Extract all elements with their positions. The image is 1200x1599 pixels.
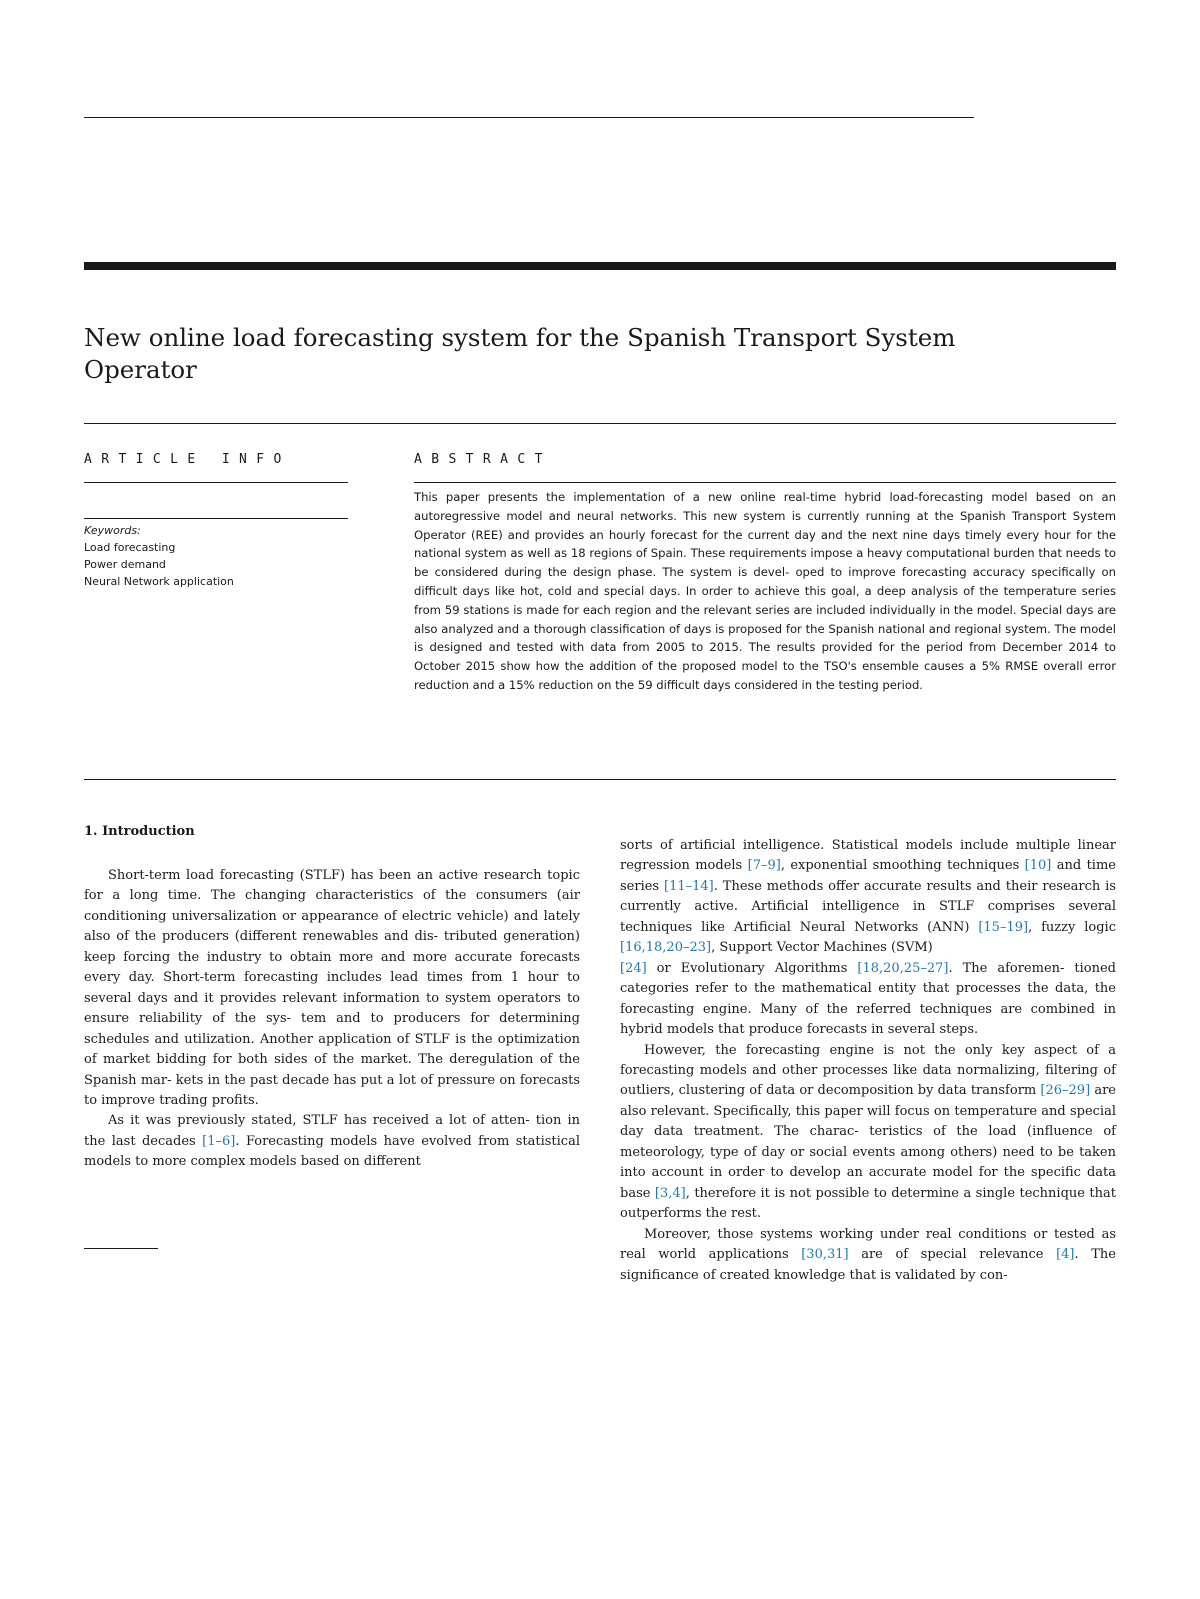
- section-heading-introduction: 1. Introduction: [84, 824, 195, 839]
- body-column-right: [620, 836, 1116, 1286]
- article-info-rule-1: [84, 482, 348, 483]
- citation-link[interactable]: [11–14]: [664, 878, 714, 894]
- keywords-label: Keywords:: [84, 524, 141, 537]
- paragraph: As it was previously stated, STLF has received a lot of atten- tion in the last decades [1–6]. Forecasting models have evolved from statistical models to more complex models based on different: [84, 1113, 580, 1170]
- keyword-item: Neural Network application: [84, 575, 234, 588]
- title-bottom-rule: [84, 423, 1116, 424]
- paragraph: Short-term load forecasting (STLF) has been an active research topic for a long time. The changing characteristics of the consumers (air conditioning universalization or appearance of electric vehicle) and lately also of the producers (different renewables and dis- tributed generation) keep forcing the industry to obtain more and more accurate forecasts every day. Short-term forecasting includes lead times from 1 hour to several days and it provides relevant information to system operators to ensure reliability of the sys- tem and to producers for determining schedules and utilization. Another application of STLF is the optimization of market bidding for both sides of the market. The deregulation of the Spanish mar- kets in the past decade has put a lot of pressure on forecasts to improve trading profits.: [84, 868, 580, 1108]
- header-rule-thick: [84, 262, 1116, 270]
- citation-link[interactable]: [10]: [1024, 858, 1052, 874]
- body-column-left: [84, 866, 580, 1173]
- paragraph: Moreover, those systems working under real conditions or tested as real world applications [30,31] are of special relevance [4]. The significance of created knowledge that is validated by con-: [620, 1226, 1116, 1283]
- paper-title: New online load forecasting system for the Spanish Transport System Operator: [84, 323, 956, 384]
- citation-link[interactable]: [16,18,20–23]: [620, 940, 712, 956]
- keyword-item: Power demand: [84, 558, 166, 571]
- abstract-text: This paper presents the implementation of a new online real-time hybrid load-forecasting model based on an autoregressive model and neural networks. This new system is currently running at the Spanish Transport System Operator (REE) and provides an hourly forecast for the current day and the next nine days timely every hour for the national system as well as 18 regions of Spain. These requirements impose a heavy computational burden that needs to be considered during the design phase. The system is devel- oped to improve forecasting accuracy specifically on difficult days like hot, cold and special days. In order to achieve this goal, a deep analysis of the temperature series from 59 stations is made for each region and the relevant series are included individually in the model. Special days are also analyzed and a thorough classification of days is proposed for the Spanish national and regional system. The model is designed and tested with data from 2005 to 2015. The results provided for the period from December 2014 to October 2015 show how the addition of the proposed model to the TSO's ensemble causes a 5% RMSE overall error reduction and a 15% reduction on the 59 difficult days considered in the testing period.: [414, 490, 1116, 692]
- citation-link[interactable]: [24]: [620, 960, 647, 976]
- paragraph: sorts of artificial intelligence. Statistical models include multiple linear regression models [7–9], exponential smoothing techniques [10] and time series [11–14]. These methods offer accurate results and their research is currently active. Artificial intelligence in STLF comprises several techniques like Artificial Neural Networks (ANN) [15–19], fuzzy logic [16,18,20–23], Support Vector Machines (SVM) [24] or Evolutionary Algorithms [18,20,25–27]. The aforemen- tioned categories refer to the mathematical entity that processes the data, the forecasting engine. Many of the referred techniques are combined in hybrid models that produce forecasts in several steps.: [620, 838, 1116, 1038]
- citation-link[interactable]: [7–9]: [747, 858, 781, 874]
- abstract-heading: ABSTRACT: [414, 452, 552, 467]
- citation-link[interactable]: [3,4]: [654, 1185, 686, 1201]
- citation-link[interactable]: [30,31]: [801, 1247, 849, 1263]
- paragraph: However, the forecasting engine is not the only key aspect of a forecasting models and other processes like data normalizing, filtering of outliers, clustering of data or decomposition by data transform [26–29] are also relevant. Specifically, this paper will focus on temperature and special day data treatment. The charac- teristics of the load (influence of meteorology, type of day or social events among others) need to be taken into account in order to develop an accurate model for the specific data base [3,4], therefore it is not possible to determine a single technique that outperforms the rest.: [620, 1042, 1116, 1222]
- citation-link[interactable]: [15–19]: [978, 919, 1029, 935]
- citation-link[interactable]: [26–29]: [1040, 1083, 1091, 1099]
- keyword-item: Load forecasting: [84, 541, 176, 554]
- article-info-rule-2: [84, 518, 348, 519]
- header-rule-thin: [84, 117, 974, 118]
- citation-link[interactable]: [1–6]: [202, 1133, 236, 1149]
- citation-link[interactable]: [4]: [1056, 1247, 1075, 1263]
- abstract-bottom-rule: [84, 779, 1116, 780]
- keywords-block: [84, 522, 234, 590]
- article-info-heading: ARTICLE INFO: [84, 452, 291, 467]
- citation-link[interactable]: [18,20,25–27]: [857, 960, 949, 976]
- abstract-rule: [414, 482, 1116, 483]
- footnote-rule: [84, 1248, 158, 1249]
